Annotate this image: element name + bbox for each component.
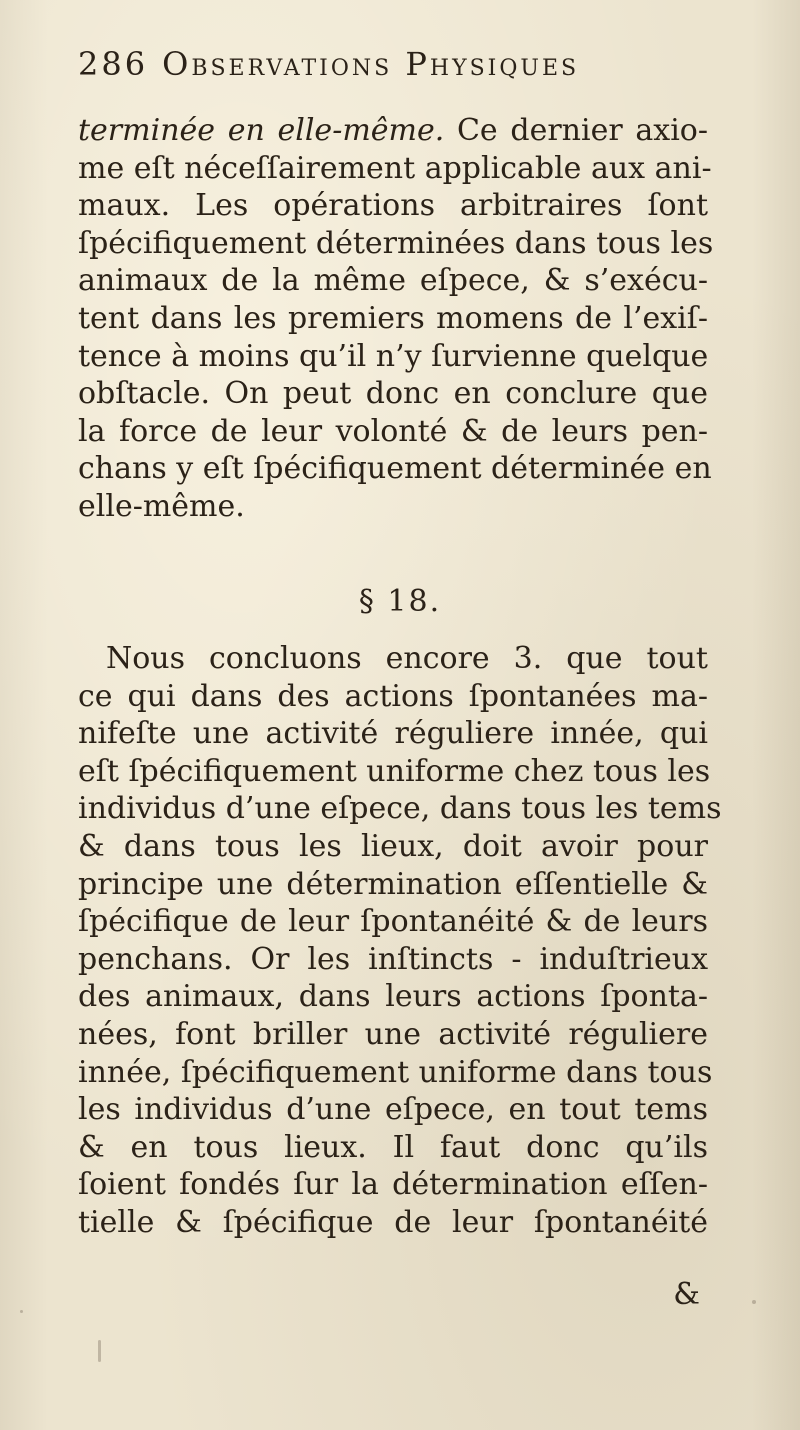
paragraph-2 <box>78 640 722 1242</box>
text-line: elle-même. <box>78 488 245 524</box>
text-line: & dans tous les lieux, doit avoir pour <box>78 828 708 864</box>
page-number: 286 <box>78 45 149 83</box>
paper-speck <box>98 1340 101 1362</box>
paper-speck <box>20 1310 23 1313</box>
paragraph-1 <box>78 112 714 526</box>
text-line: Nous concluons encore 3. que tout <box>106 641 708 676</box>
text-line: eſt ſpécifiquement uniforme chez tous les <box>78 753 711 789</box>
text-line: penchans. Or les inſtincts - induſtrieux <box>78 941 708 977</box>
section-heading: § 18. <box>358 584 442 619</box>
text-line: me eſt néceſſairement applicable aux ani- <box>78 150 712 186</box>
text-line: des animaux, dans leurs actions ſponta- <box>78 979 708 1015</box>
text-line: tielle & ſpécifique de leur ſpontanéité <box>78 1204 708 1240</box>
text-line: maux. Les opérations arbitraires ſont <box>78 188 708 224</box>
text-line: ſpécifiquement déterminées dans tous les <box>78 225 714 261</box>
text-line: la force de leur volonté & de leurs pen- <box>78 413 708 449</box>
text-line: les individus d’une eſpece, en tout tems <box>78 1092 708 1128</box>
text-line: obſtacle. On peut donc en conclure que <box>78 376 708 412</box>
text-line: individus d’une eſpece, dans tous les tems <box>78 791 722 827</box>
text-line: principe une détermination eſſentielle & <box>78 866 708 902</box>
text-line: ce qui dans des actions ſpontanées ma- <box>78 678 708 714</box>
text-line: chans y eſt ſpécifiquement déterminée en <box>78 451 712 487</box>
text-line: nées, font briller une activité réguliere <box>78 1016 708 1052</box>
text-line: ſoient fondés ſur la détermination eſſen- <box>78 1167 708 1203</box>
text-line: ſpécifique de leur ſpontanéité & de leurs <box>78 904 708 940</box>
text-line: animaux de la même eſpece, & s’exécu- <box>78 263 708 299</box>
line-text: Ce dernier axio- <box>444 113 708 148</box>
text-line: nifeſte une activité réguliere innée, qui <box>78 716 708 752</box>
text-line: tent dans les premiers momens de l’exiſ- <box>78 300 708 336</box>
paper-speck <box>752 1300 756 1304</box>
text-line: tence à moins qu’il n’y ſurvienne quelque <box>78 338 709 374</box>
text-line <box>78 112 708 150</box>
page-header <box>78 44 678 84</box>
italic-fragment: terminée en elle-même. <box>78 113 445 148</box>
catchword: & <box>673 1277 700 1312</box>
text-line: & en tous lieux. Il faut donc qu’ils <box>78 1129 708 1165</box>
text-line: innée, ſpécifiquement uniforme dans tous <box>78 1054 713 1090</box>
running-head: Observations Physiques <box>162 45 580 83</box>
